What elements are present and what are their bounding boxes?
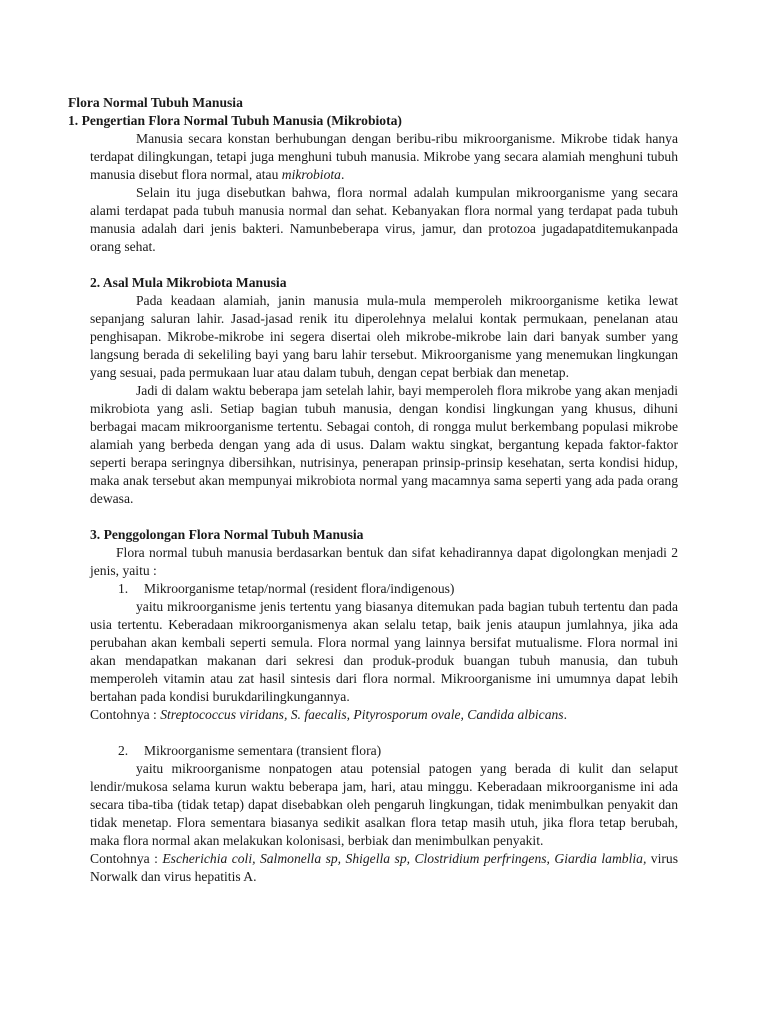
list-item-2-title: [90, 742, 678, 760]
example-end: virus Norwalk dan virus hepatitis A.: [90, 851, 678, 884]
list-item-title: Mikroorganisme sementara (transient flora): [144, 743, 382, 758]
list-item-2-example: [90, 850, 678, 886]
section-2-heading: 2. Asal Mula Mikrobiota Manusia: [90, 275, 287, 290]
section-3-intro: Flora normal tubuh manusia berdasarkan bentuk dan sifat kehadirannya dapat digolongkan menjadi 2 jenis, yaitu :: [90, 545, 678, 578]
section-3-heading: 3. Penggolongan Flora Normal Tubuh Manusia: [90, 527, 364, 542]
paragraph-end: .: [340, 167, 345, 182]
spacer: [90, 724, 678, 742]
list-item-1-title: [90, 580, 678, 598]
example-species: Escherichia coli, Salmonella sp, Shigella sp, Clostridium perfringens, Giardia lamblia,: [162, 851, 647, 866]
list-number: 1.: [118, 581, 129, 596]
section-2-paragraph-2: Jadi di dalam waktu beberapa jam setelah lahir, bayi memperoleh flora mikrobe yang akan menjadi mikrobiota yang asli. Setiap bagian tubuh manusia, dengan kondisi lingkungan yang khusus, dihuni berbagai macam mikroorganisme tertentu. Sebagai contoh, di rongga mulut berkembang populasi mikrobe alamiah yang berbeda dengan yang ada di usus. Dalam waktu singkat, bergantung kepada faktor-faktor seperti berapa seringnya dibersihkan, nutrisinya, penerapan prinsip-prinsip kesehatan, serta kondisi hidup, maka anak tersebut akan mempunyai mikrobiota normal yang macamnya sama seperti yang ada pada orang dewasa.: [90, 383, 678, 506]
list-item-1-example: [90, 706, 678, 724]
paragraph-text: Manusia secara konstan berhubungan dengan beribu-ribu mikroorganisme. Mikrobe tidak hanya terdapat dilingkungan, tetapi juga menghuni tubuh manusia. Mikrobe yang secara alamiah menghuni tubuh manusia disebut flora normal, atau: [90, 131, 678, 182]
document-title: Flora Normal Tubuh Manusia: [68, 95, 243, 110]
example-label: Contohnya :: [90, 851, 163, 866]
list-item-title: Mikroorganisme tetap/normal (resident flora/indigenous): [144, 581, 455, 596]
example-label: Contohnya :: [90, 707, 161, 722]
example-end: .: [563, 707, 567, 722]
list-item-2-body: yaitu mikroorganisme nonpatogen atau potensial patogen yang berada di kulit dan selaput lendir/mukosa selama kurun waktu beberapa jam, hari, atau minggu. Keberadaan mikroorganisme ini ada secara tiba-tiba (tidak tetap) dapat disebabkan oleh pengaruh lingkungan, tidak menimbulkan penyakit dan tidak menetap. Flora sementara biasanya sedikit asalkan flora tetap masih utuh, jika flora tetap berubah, maka flora normal akan melakukan kolonisasi, berbiak dan menimbulkan penyakit.: [90, 761, 678, 848]
section-1-paragraph-1: [90, 130, 678, 184]
section-1-heading: 1. Pengertian Flora Normal Tubuh Manusia (Mikrobiota): [68, 113, 402, 128]
example-species: Streptococcus viridans, S. faecalis, Pityrosporum ovale, Candida albicans: [160, 707, 564, 722]
list-number: 2.: [118, 743, 129, 758]
list-item-1-body: yaitu mikroorganisme jenis tertentu yang biasanya ditemukan pada bagian tubuh tertentu dan pada usia tertentu. Keberadaan mikroorganismenya akan selalu tetap, baik jenis ataupun jumlahnya, jika ada perubahan akan kembali seperti semula. Flora normal yang lainnya bersifat mutualisme. Flora normal ini akan mendapatkan makanan dari sekresi dan produk-produk buangan tubuh manusia, dan tubuh memperoleh vitamin atau zat hasil sintesis dari flora normal. Mikroorganisme ini umumnya dapat lebih bertahan pada kondisi burukdarilingkungannya.: [90, 599, 678, 704]
section-1-paragraph-2: Selain itu juga disebutkan bahwa, flora normal adalah kumpulan mikroorganisme yang secara alami terdapat pada tubuh manusia normal dan sehat. Kebanyakan flora normal yang terdapat pada tubuh manusia adalah dari jenis bakteri. Namunbeberapa virus, jamur, dan protozoa jugadapatditemukanpada orang sehat.: [90, 185, 678, 254]
italic-term: mikrobiota: [281, 167, 341, 182]
section-2-paragraph-1: Pada keadaan alamiah, janin manusia mula-mula memperoleh mikroorganisme ketika lewat sepanjang saluran lahir. Jasad-jasad renik itu diperolehnya melalui kontak permukaan, penelanan atau penghisapan. Mikrobe-mikrobe ini segera disertai oleh mikrobe-mikrobe lain dari banyak sumber yang langsung berada di sekeliling bayi yang baru lahir tersebut. Mikroorganisme yang menemukan lingkungan yang sesuai, pada permukaan luar atau dalam tubuh, dengan cepat berbiak dan menetap.: [90, 293, 678, 380]
